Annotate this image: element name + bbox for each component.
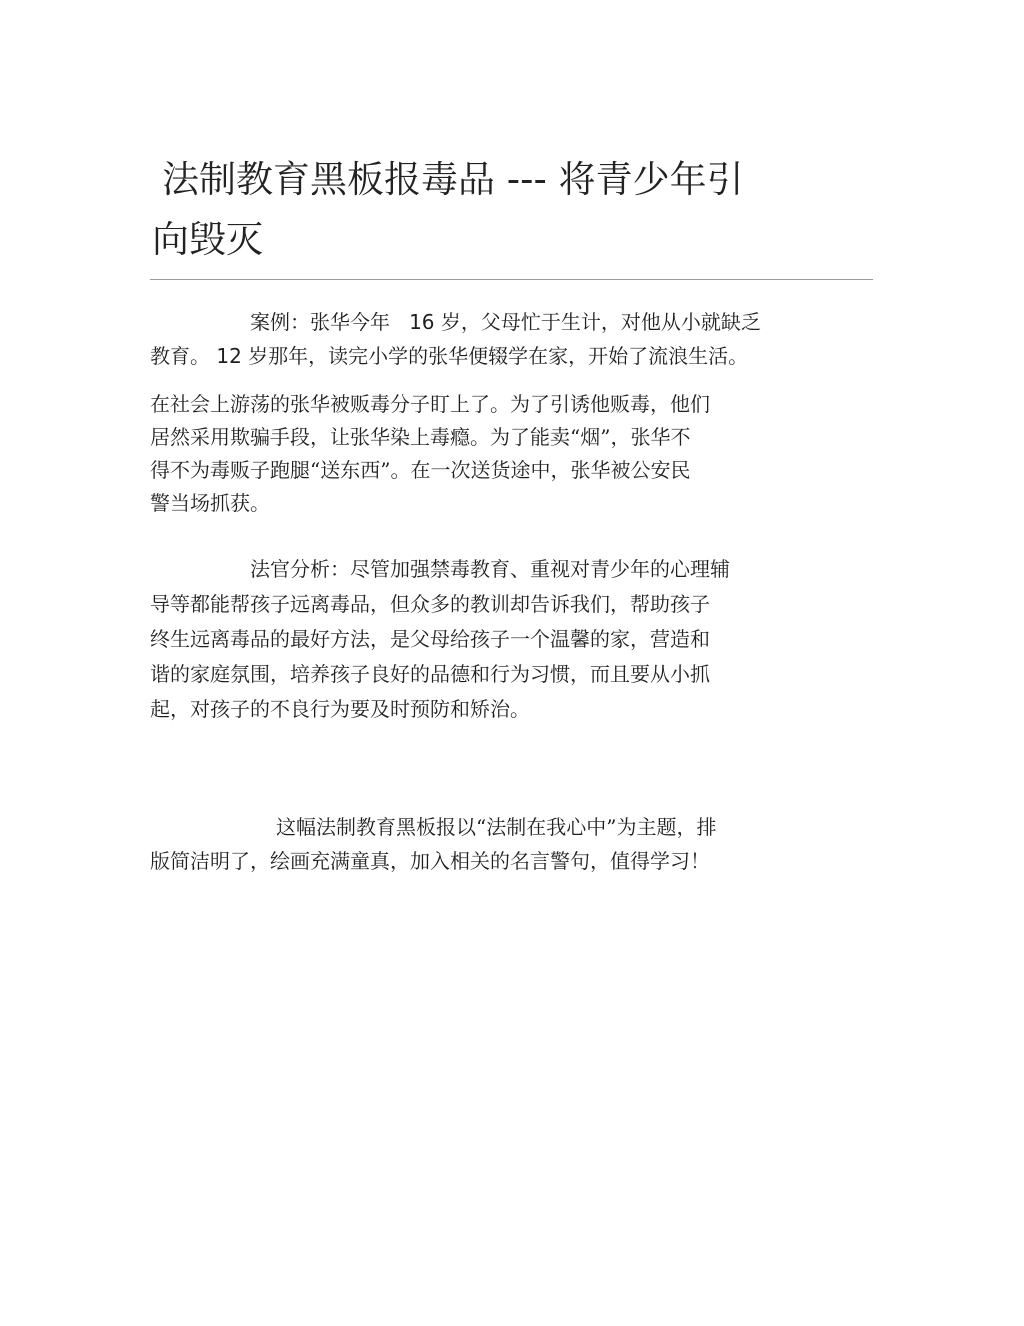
case-line-2 [150,339,830,373]
case-line-1-text-a: 案例：张华今年 [250,310,390,334]
summary-line-2: 版简洁明了，绘画充满童真，加入相关的名言警句，值得学习！ [150,849,710,873]
title-line-1: 法制教育黑板报毒品 --- 将青少年引 [162,158,744,201]
case-line-6: 警当场抓获。 [150,491,270,515]
analysis-line-1: 法官分析：尽管加强禁毒教育、重视对青少年的心理辅 [250,557,730,581]
case-line-1 [150,305,830,339]
analysis-paragraph [150,552,830,727]
summary-paragraph [150,810,830,878]
title-divider [150,279,873,280]
case-line-5: 得不为毒贩子跑腿“送东西”。在一次送货途中，张华被公安民 [150,458,691,482]
analysis-line-2: 导等都能帮孩子远离毒品，但众多的教训却告诉我们，帮助孩子 [150,592,710,616]
analysis-line-3: 终生远离毒品的最好方法，是父母给孩子一个温馨的家，营造和 [150,627,710,651]
case-line-3: 在社会上游荡的张华被贩毒分子盯上了。为了引诱他贩毒，他们 [150,392,710,416]
case-line-2-text-a: 教育。 [150,344,210,368]
analysis-line-5: 起，对孩子的不良行为要及时预防和矫治。 [150,697,530,721]
case-line-4: 居然采用欺骗手段，让张华染上毒瘾。为了能卖“烟”，张华不 [150,425,691,449]
case-line-1-text-b: 岁，父母忙于生计，对他从小就缺乏 [440,310,761,334]
case-paragraph-intro [150,305,830,373]
summary-line-1: 这幅法制教育黑板报以“法制在我心中”为主题，排 [276,815,717,839]
case-paragraph-body [150,388,830,520]
case-line-1-age: 16 [409,310,435,334]
document-title [152,150,852,270]
case-line-2-age: 12 [216,344,242,368]
title-line-2: 向毁灭 [152,218,263,261]
analysis-line-4: 谐的家庭氛围，培养孩子良好的品德和行为习惯，而且要从小抓 [150,662,710,686]
case-line-2-text-b: 岁那年，读完小学的张华便辍学在家，开始了流浪生活。 [248,344,749,368]
